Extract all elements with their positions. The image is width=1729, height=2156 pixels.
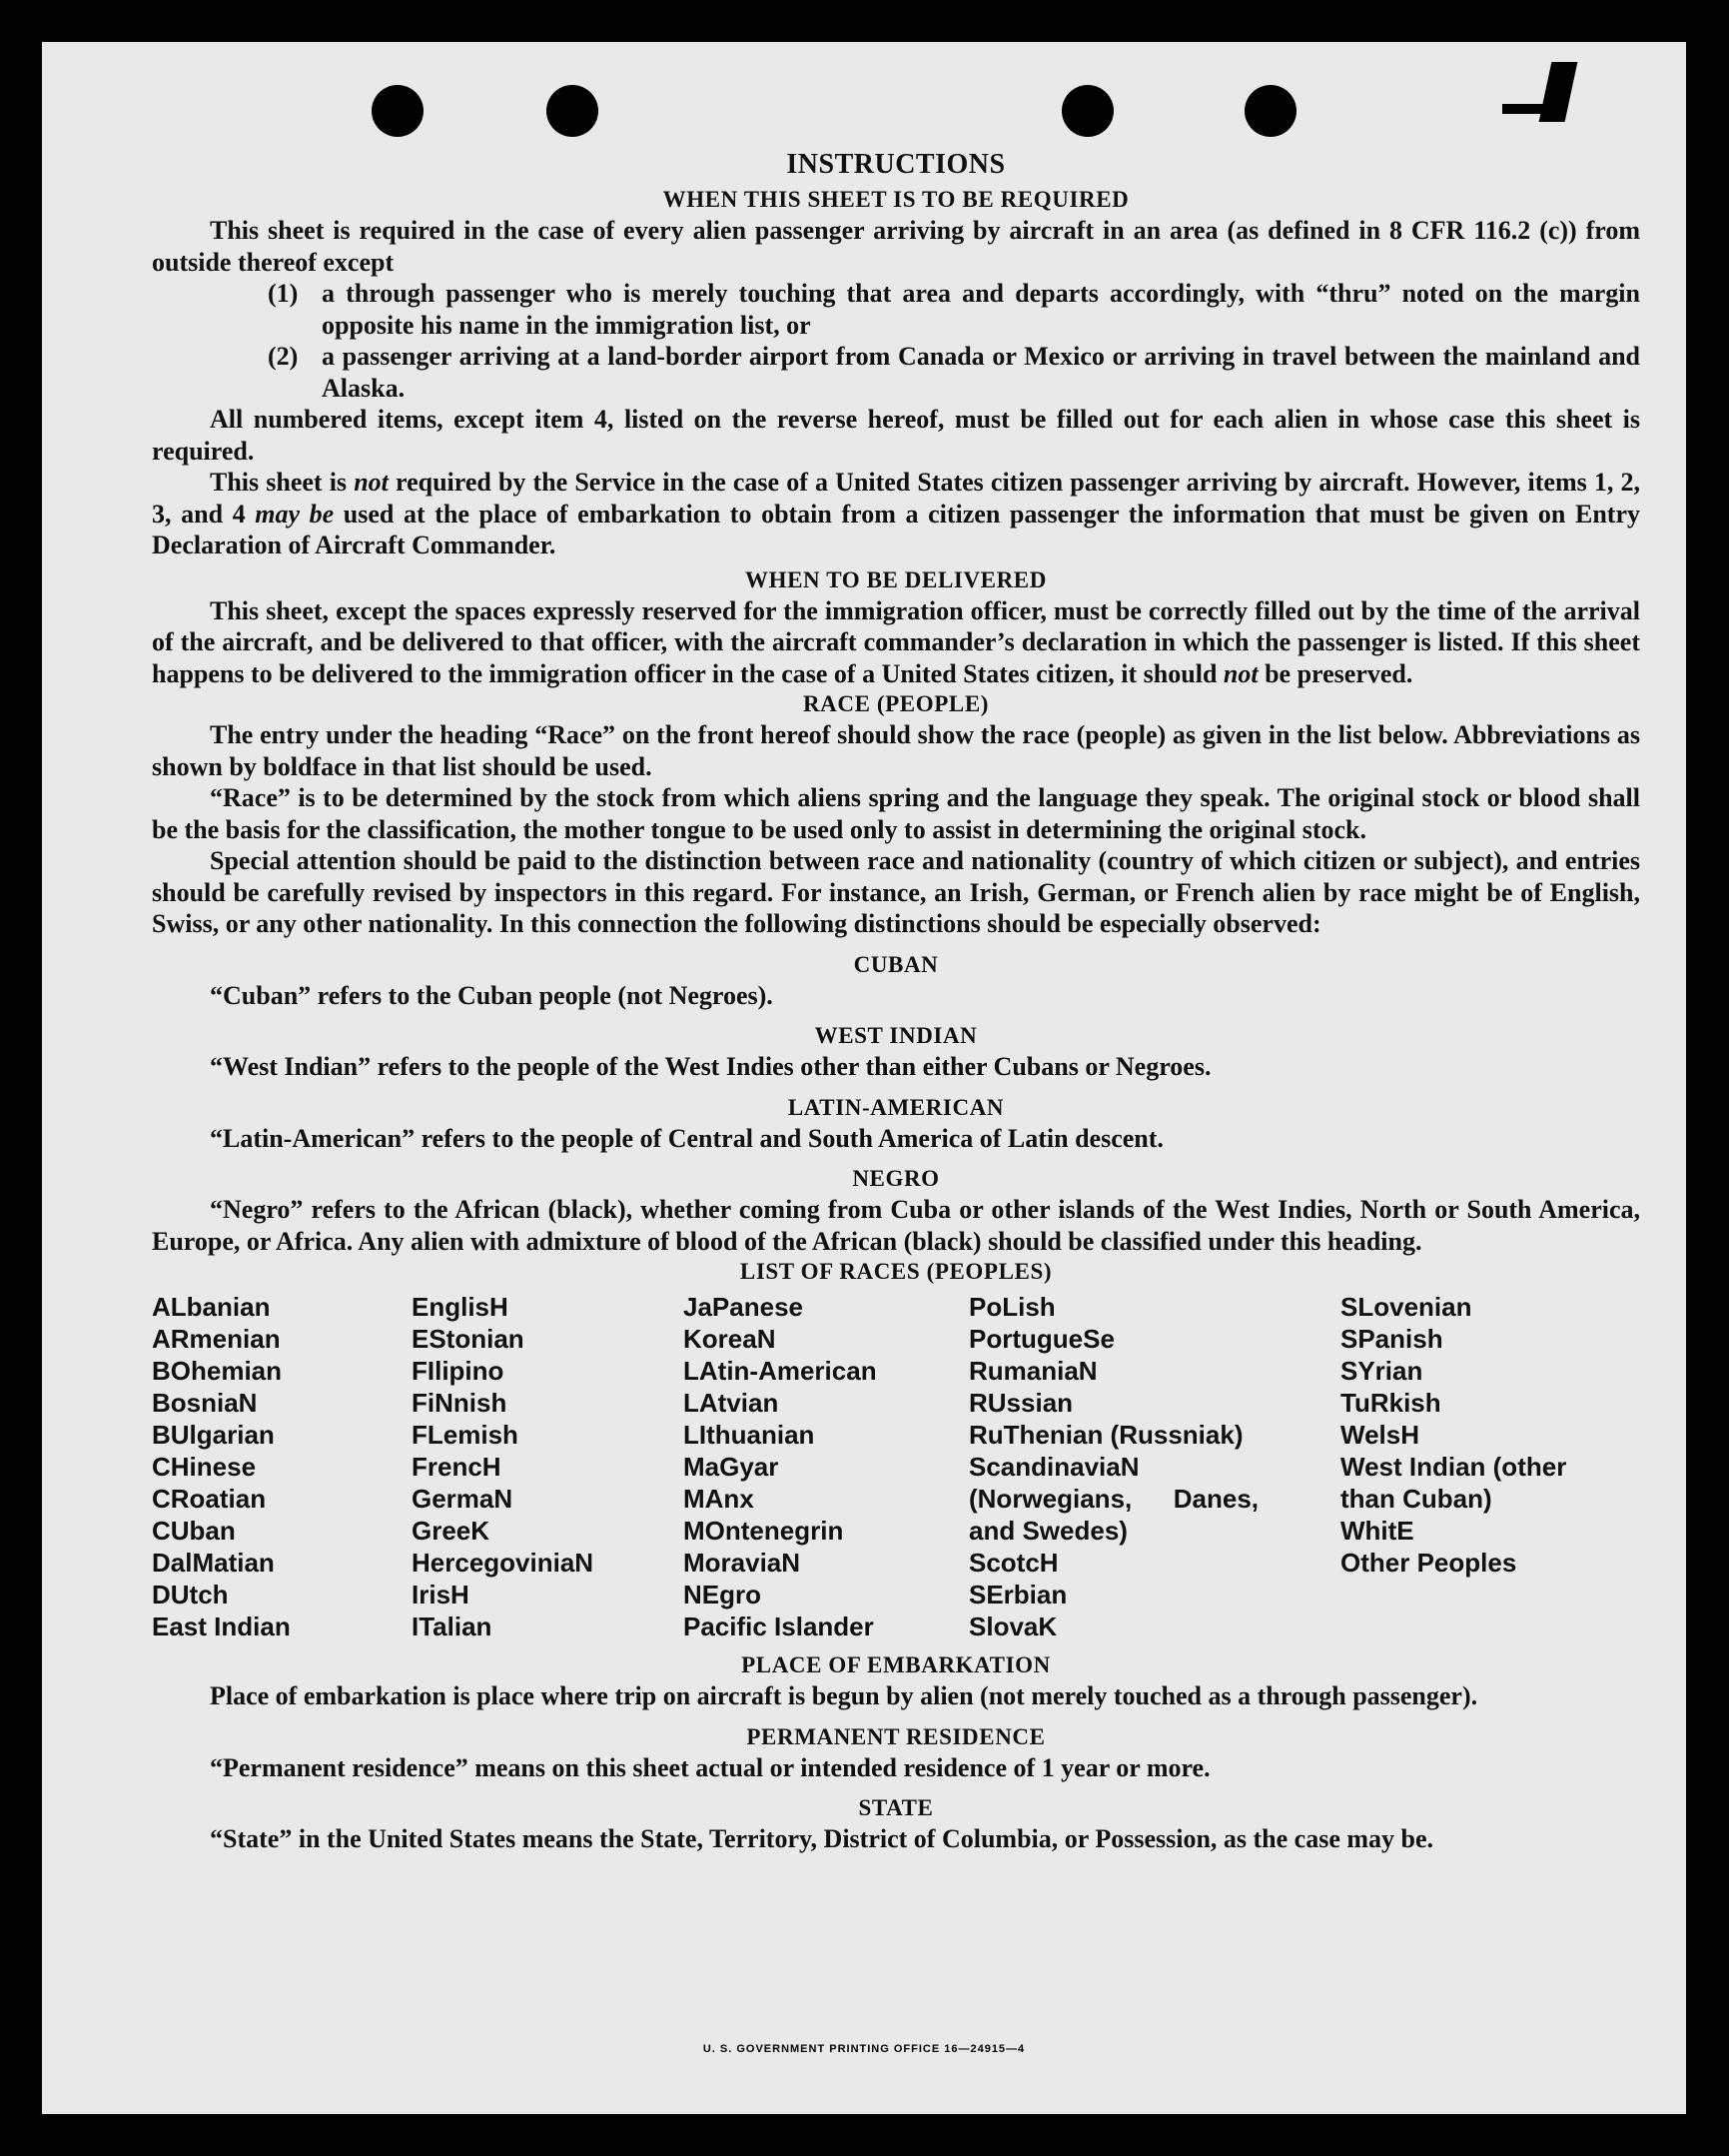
list-item [152, 341, 1640, 404]
item-number: (2) [268, 342, 299, 371]
race-item: CHinese [152, 1452, 257, 1482]
race-item: PoLish [969, 1292, 1056, 1322]
race-item: GreeK [412, 1516, 490, 1546]
race-item: West Indian (other than Cuban) [1340, 1452, 1567, 1514]
race-item: SErbian [969, 1580, 1068, 1610]
race-item: SPanish [1340, 1324, 1443, 1354]
race-item: TuRkish [1340, 1388, 1441, 1418]
race-item: MaGyar [683, 1452, 779, 1482]
race-item: EnglisH [412, 1292, 508, 1322]
section-heading: NEGRO [852, 1166, 940, 1191]
race-item: RuThenian (Russniak) [969, 1420, 1244, 1450]
race-item: WhitE [1340, 1516, 1414, 1546]
race-item: ALbanian [152, 1292, 271, 1322]
race-item: DUtch [152, 1580, 229, 1610]
paragraph: All numbered items, except item 4, listed on the reverse hereof, must be filled out for each alien in whose case this sheet is required. [152, 405, 1640, 466]
paragraph: “Negro” refers to the African (black), whether coming from Cuba or other islands of the West Indies, North or South America, Europe, or Africa. Any alien with admixture of blood of the African (black) should be classified under this heading. [152, 1195, 1640, 1256]
race-item: SlovaK [969, 1612, 1058, 1641]
race-column [412, 1291, 683, 1642]
text-run: This sheet is [210, 468, 355, 497]
race-item: LAtin-American [683, 1356, 877, 1386]
race-item: MoraviaN [683, 1548, 801, 1578]
punch-hole [546, 85, 598, 137]
race-item: FrencH [412, 1452, 501, 1482]
emphasis: may be [255, 499, 335, 529]
race-column [969, 1291, 1340, 1642]
item-text: a through passenger who is merely touching that area and departs accordingly, with “thru” noted on the margin opposite his name in the immigration list, or [322, 279, 1640, 340]
printer-imprint: U. S. GOVERNMENT PRINTING OFFICE 16—24915—4 [702, 2043, 1026, 2055]
race-item: EStonian [412, 1324, 524, 1354]
race-item: LAtvian [683, 1388, 779, 1418]
race-item: BUlgarian [152, 1420, 275, 1450]
punch-hole [1245, 85, 1297, 137]
section-heading: LATIN-AMERICAN [787, 1094, 1005, 1120]
race-item: ScandinaviaN (Norwegians, Danes, and Swedes) [969, 1452, 1259, 1546]
emphasis: not [354, 468, 389, 497]
race-item: SLovenian [1340, 1292, 1472, 1322]
section-heading: PLACE OF EMBARKATION [741, 1652, 1051, 1677]
punch-hole [1062, 85, 1114, 137]
section-heading: LIST OF RACES (PEOPLES) [739, 1259, 1053, 1284]
section-heading: WHEN TO BE DELIVERED [745, 566, 1047, 592]
section-heading: CUBAN [853, 951, 939, 977]
section-heading: STATE [858, 1795, 934, 1820]
race-item: GermaN [412, 1484, 513, 1514]
race-column [1340, 1291, 1600, 1642]
race-item: MOntenegrin [683, 1516, 844, 1546]
race-item: PortugueSe [969, 1324, 1115, 1354]
item-text: a passenger arriving at a land-border airport from Canada or Mexico or arriving in travel between the mainland and Alaska. [322, 342, 1640, 403]
document-sheet [42, 42, 1686, 2114]
race-item: FiNnish [412, 1388, 507, 1418]
race-item: NEgro [683, 1580, 761, 1610]
race-item: RumaniaN [969, 1356, 1098, 1386]
race-item: ITalian [412, 1612, 492, 1641]
text-run: This sheet, except the spaces expressly reserved for the immigration officer, must be correctly filled out by the time of the arrival of the aircraft, and be delivered to that officer, with the aircraft commander’s declaration in which the passenger is listed. If this sheet happens to be delivered to the immigration officer in the case of a United States citizen, it should [152, 595, 1640, 688]
race-item: LIthuanian [683, 1420, 815, 1450]
race-item: HercegoviniaN [412, 1548, 594, 1578]
section-heading: WEST INDIAN [814, 1023, 978, 1048]
race-item: CRoatian [152, 1484, 267, 1514]
race-item: East Indian [152, 1612, 291, 1641]
section-heading: PERMANENT RESIDENCE [746, 1723, 1046, 1749]
race-item: ARmenian [152, 1324, 281, 1354]
section-heading: RACE (PEOPLE) [802, 691, 990, 716]
race-item: Pacific Islander [683, 1612, 874, 1641]
race-item: BOhemian [152, 1356, 283, 1386]
item-number: (1) [268, 279, 299, 308]
paragraph: “Cuban” refers to the Cuban people (not Negroes). [210, 980, 773, 1010]
punch-hole [372, 85, 424, 137]
race-item: CUban [152, 1516, 236, 1546]
paragraph: Place of embarkation is place where trip on aircraft is begun by alien (not merely touched as a through passenger). [210, 1681, 1478, 1710]
emphasis: not [1223, 658, 1259, 688]
paragraph: “West Indian” refers to the people of the West Indies other than either Cubans or Negroes. [210, 1052, 1212, 1081]
text-run: used at the place of embarkation to obtain from a citizen passenger the information that must be given on Entry Declaration of Aircraft Commander. [152, 499, 1640, 559]
paragraph: “Race” is to be determined by the stock from which aliens spring and the language they speak. The original stock or blood shall be the basis for the classification, the mother tongue to be used only to assist in determining the original stock. [152, 783, 1640, 844]
race-item: WelsH [1340, 1420, 1419, 1450]
text-run: required by the Service in the case of a United States citizen passenger arriving by aircraft. However, items 1, 2, 3, and 4 [152, 468, 1640, 529]
race-item: JaPanese [683, 1292, 803, 1322]
section-heading: WHEN THIS SHEET IS TO BE REQUIRED [662, 187, 1130, 212]
race-list [152, 1291, 1640, 1642]
race-item: MAnx [683, 1484, 754, 1514]
race-item: KoreaN [683, 1324, 776, 1354]
page-title: INSTRUCTIONS [786, 149, 1006, 180]
torn-corner-mark [1502, 104, 1552, 114]
paragraph: “State” in the United States means the State, Territory, District of Columbia, or Possession, as the case may be. [210, 1824, 1434, 1853]
race-item: DalMatian [152, 1548, 275, 1578]
race-item: RUssian [969, 1388, 1074, 1418]
race-column [683, 1291, 969, 1642]
race-column [152, 1291, 412, 1642]
paragraph [152, 595, 1640, 690]
race-item: Other Peoples [1340, 1548, 1517, 1578]
instructions-body [152, 145, 1640, 1855]
paragraph [152, 467, 1640, 561]
paragraph: This sheet is required in the case of every alien passenger arriving by aircraft in an area (as defined in 8 CFR 116.2 (c)) from outside thereof except [152, 216, 1640, 277]
text-run: be preserved. [1258, 658, 1413, 688]
race-item: IrisH [412, 1580, 469, 1610]
paragraph: Special attention should be paid to the distinction between race and nationality (country of which citizen or subject), and entries should be carefully revised by inspectors in this regard. For instance, an Irish, German, or French alien by race might be of English, Swiss, or any other nationality. In this connection the following distinctions should be especially observed: [152, 846, 1640, 938]
paragraph: “Permanent residence” means on this sheet actual or intended residence of 1 year or more. [210, 1752, 1211, 1782]
race-item: SYrian [1340, 1356, 1423, 1386]
race-item: FIlipino [412, 1356, 504, 1386]
paragraph: “Latin-American” refers to the people of Central and South America of Latin descent. [210, 1123, 1164, 1153]
race-item: FLemish [412, 1420, 518, 1450]
list-item [152, 278, 1640, 341]
paragraph: The entry under the heading “Race” on the front hereof should show the race (people) as given in the list below. Abbreviations as shown by boldface in that list should be used. [152, 720, 1640, 781]
race-item: ScotcH [969, 1548, 1059, 1578]
race-item: BosniaN [152, 1388, 258, 1418]
